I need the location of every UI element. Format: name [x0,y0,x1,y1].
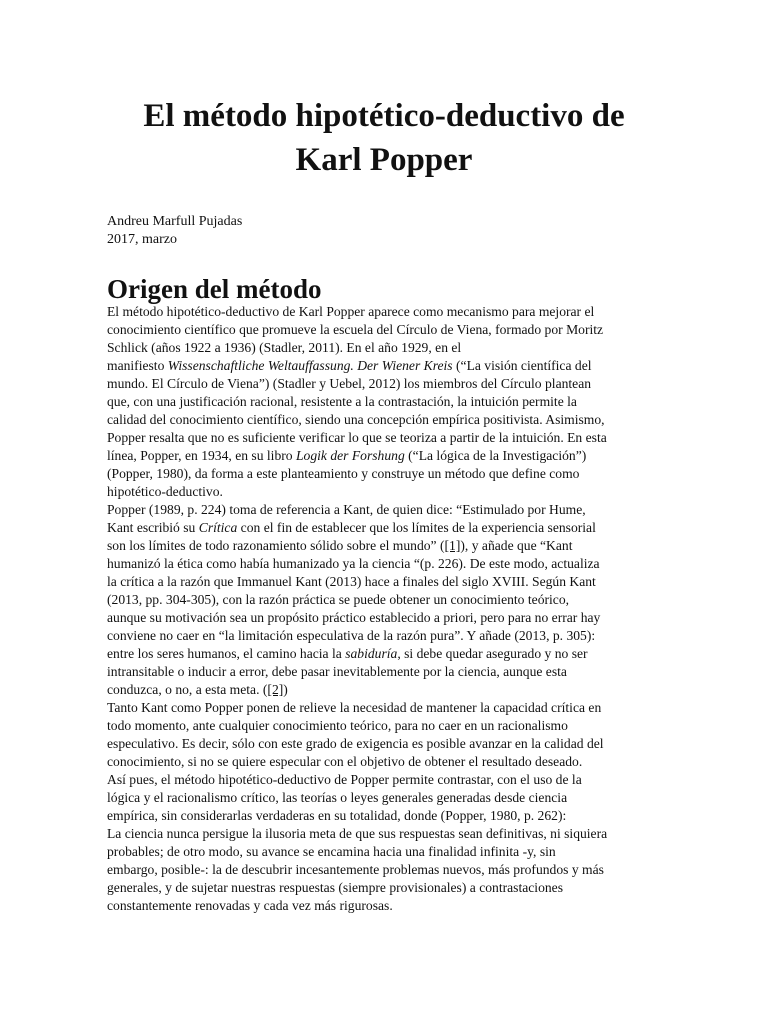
italic-title: Wissenschaftliche Weltauffassung. Der Wiener Kreis [167,358,453,373]
body-line: Popper (1989, p. 224) toma de referencia a Kant, de quien dice: “Estimulado por Hume, [107,502,586,517]
body-text: con el fin de establecer que los límites de la experiencia sensorial [237,520,596,535]
footnote-link-1[interactable]: [1] [444,538,461,553]
body-line: Popper resalta que no es suficiente verificar lo que se teoriza a partir de la intuición. En esta [107,430,607,445]
title-line-2: Karl Popper [295,142,473,178]
body-line: La ciencia nunca persigue la ilusoria meta de que sus respuestas sean definitivas, ni siquiera [107,826,608,841]
body-line: humanizó la ética como había humanizado ya la ciencia “(p. 226). De este modo, actualiza [107,556,600,571]
body-line: mundo. El Círculo de Viena”) (Stadler y Uebel, 2012) los miembros del Círculo plantean [107,376,592,391]
body-text: son los límites de todo razonamiento sólido sobre el mundo” ( [107,538,445,553]
body-line: intransitable o inducir a error, debe pasar inevitablemente por la ciencia, aunque esta [107,664,567,679]
body-line: constantemente renovadas y cada vez más rigurosas. [107,898,393,913]
body-line [107,645,667,663]
publication-date: 2017, marzo [107,232,177,247]
body-line: Schlick (años 1922 a 1936) (Stadler, 2011). En el año 1929, en el [107,340,462,355]
italic-word: sabiduría [345,646,398,661]
body-line [107,357,667,375]
body-line: calidad del conocimiento científico, siendo una concepción empírica positivista. Asimismo, [107,412,605,427]
body-line: Tanto Kant como Popper ponen de relieve la necesidad de mantener la capacidad crítica en [107,700,602,715]
section-heading: Origen del método [107,274,322,304]
document-body [107,303,667,915]
body-line: que, con una justificación racional, resistente a la contrastación, la intuición permite la [107,394,577,409]
body-line [107,519,667,537]
author-name: Andreu Marfull Pujadas [107,214,243,229]
footnote-link-2[interactable]: [2] [267,682,284,697]
title-line-1: El método hipotético-deductivo de [143,98,625,134]
italic-title: Logik der Forshung [295,448,405,463]
body-text: (“La lógica de la Investigación”) [404,448,587,463]
body-line: la crítica a la razón que Immanuel Kant (2013) hace a finales del siglo XVIII. Según Kant [107,574,596,589]
body-line: El método hipotético-deductivo de Karl Popper aparece como mecanismo para mejorar el [107,304,595,319]
document-title [60,94,708,182]
document-meta [107,213,242,249]
body-line: (2013, pp. 304-305), con la razón práctica se puede obtener un conocimiento teórico, [107,592,570,607]
body-line: generales, y de sujetar nuestras respuestas (siempre provisionales) a contrastaciones [107,880,563,895]
body-text: , si debe quedar asegurado y no ser [397,646,588,661]
body-text: entre los seres humanos, el camino hacia la [107,646,346,661]
body-line [107,681,667,699]
body-line: hipotético-deductivo. [107,484,223,499]
body-text: ) [283,682,288,697]
body-line: aunque su motivación sea un propósito práctico establecido a priori, pero para no errar hay [107,610,601,625]
body-line: todo momento, ante cualquier conocimiento teórico, para no caer en un racionalismo [107,718,568,733]
body-text: (“La visión científica del [452,358,592,373]
body-line [107,447,667,465]
body-line: conviene no caer en “la limitación especulativa de la razón pura”. Y añade (2013, p. 305): [107,628,596,643]
body-line: probables; de otro modo, su avance se encamina hacia una finalidad infinita -y, sin [107,844,556,859]
body-line: Así pues, el método hipotético-deductivo de Popper permite contrastar, con el uso de la [107,772,582,787]
body-text: Kant escribió su [107,520,199,535]
body-line: especulativo. Es decir, sólo con este grado de exigencia es posible avanzar en la calidad del [107,736,604,751]
body-text: conduzca, o no, a esta meta. ( [107,682,268,697]
italic-title: Crítica [198,520,238,535]
body-line: empírica, sin considerarlas verdaderas en su totalidad, donde (Popper, 1980, p. 262): [107,808,567,823]
body-text: manifiesto [107,358,168,373]
body-line: conocimiento científico que promueve la escuela del Círculo de Viena, formado por Moritz [107,322,604,337]
body-line: lógica y el racionalismo crítico, las teorías o leyes generales generadas desde ciencia [107,790,568,805]
body-text: línea, Popper, en 1934, en su libro [107,448,296,463]
body-line [107,537,667,555]
body-line: (Popper, 1980), da forma a este planteamiento y construye un método que define como [107,466,580,481]
body-text: ), y añade que “Kant [460,538,573,553]
body-line: embargo, posible-: la de descubrir incesantemente problemas nuevos, más profundos y más [107,862,604,877]
body-line: conocimiento, si no se quiere especular con el objetivo de obtener el resultado deseado. [107,754,583,769]
